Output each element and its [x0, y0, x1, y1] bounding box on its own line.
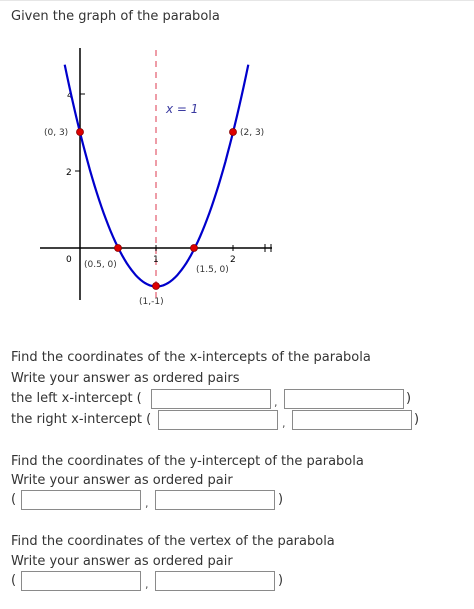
open-paren: (	[11, 492, 17, 507]
right-x-intercept-label: the right x-intercept (	[11, 412, 152, 427]
x-tick-label-1: 1	[153, 255, 159, 265]
left-x-intercept-label: (0.5, 0)	[84, 260, 117, 270]
y-intercept-x-input[interactable]	[21, 490, 141, 510]
close-paren: )	[406, 391, 412, 406]
right-x-intercept-label: (1.5, 0)	[196, 265, 229, 275]
comma: ,	[145, 497, 149, 510]
y-intercept-instruction: Find the coordinates of the y-intercept of the parabola	[11, 454, 364, 469]
vertex-x-input[interactable]	[21, 571, 141, 591]
open-paren: (	[11, 573, 17, 588]
y-intercept-label: (0, 3)	[44, 128, 69, 138]
vertex-instruction: Find the coordinates of the vertex of the parabola	[11, 534, 335, 549]
left-x-intercept-x-input[interactable]	[151, 389, 271, 409]
right-x-intercept-point	[191, 245, 198, 252]
right-x-intercept-y-input[interactable]	[292, 410, 412, 430]
page-title: Given the graph of the parabola	[11, 9, 220, 24]
x-intercepts-format-hint: Write your answer as ordered pairs	[11, 371, 240, 386]
comma: ,	[274, 396, 278, 409]
x-tick-label-0: 0	[66, 255, 72, 265]
point-2-3	[230, 129, 237, 136]
y-intercept-point	[77, 129, 84, 136]
point-2-3-label: (2, 3)	[240, 128, 265, 138]
close-paren: )	[414, 412, 420, 427]
vertex-point	[153, 283, 160, 290]
left-x-intercept-y-input[interactable]	[284, 389, 404, 409]
comma: ,	[145, 578, 149, 591]
y-intercept-y-input[interactable]	[155, 490, 275, 510]
vertex-y-input[interactable]	[155, 571, 275, 591]
vertex-format-hint: Write your answer as ordered pair	[11, 554, 233, 569]
left-x-intercept-label: the left x-intercept (	[11, 391, 142, 406]
y-tick-label-4: 4	[67, 91, 73, 101]
left-x-intercept-point	[115, 245, 122, 252]
x-intercepts-instruction: Find the coordinates of the x-intercepts of the parabola	[11, 350, 371, 365]
vertex-label: (1,-1)	[139, 297, 164, 307]
y-tick-label-2: 2	[66, 168, 72, 178]
close-paren: )	[278, 492, 284, 507]
right-x-intercept-x-input[interactable]	[158, 410, 278, 430]
comma: ,	[282, 417, 286, 430]
close-paren: )	[278, 573, 284, 588]
y-intercept-format-hint: Write your answer as ordered pair	[11, 473, 233, 488]
x-tick-label-2: 2	[230, 255, 236, 265]
axis-of-symmetry-label: x = 1	[166, 102, 199, 116]
